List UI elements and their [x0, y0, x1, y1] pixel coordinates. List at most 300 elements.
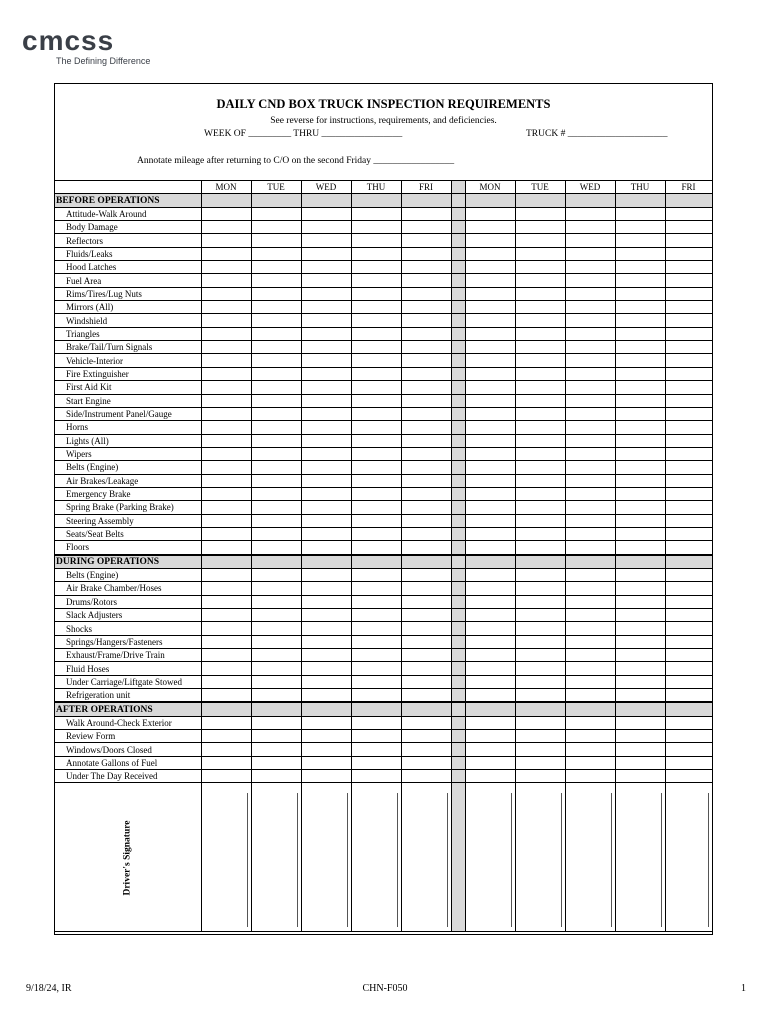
check-cell[interactable]	[251, 716, 301, 729]
check-cell[interactable]	[251, 381, 301, 394]
check-cell[interactable]	[401, 327, 451, 340]
check-cell[interactable]	[665, 354, 712, 367]
check-cell[interactable]	[465, 474, 515, 487]
check-cell[interactable]	[465, 501, 515, 514]
check-cell[interactable]	[401, 541, 451, 555]
check-cell[interactable]	[515, 367, 565, 380]
check-cell[interactable]	[251, 770, 301, 783]
check-cell[interactable]	[251, 487, 301, 500]
check-cell[interactable]	[565, 407, 615, 420]
check-cell[interactable]	[615, 756, 665, 769]
check-cell[interactable]	[401, 730, 451, 743]
check-cell[interactable]	[565, 756, 615, 769]
check-cell[interactable]	[351, 367, 401, 380]
check-cell[interactable]	[615, 730, 665, 743]
check-cell[interactable]	[301, 662, 351, 675]
check-cell[interactable]	[665, 327, 712, 340]
check-cell[interactable]	[565, 234, 615, 247]
check-cell[interactable]	[351, 675, 401, 688]
check-cell[interactable]	[251, 261, 301, 274]
check-cell[interactable]	[665, 568, 712, 581]
check-cell[interactable]	[251, 407, 301, 420]
check-cell[interactable]	[665, 514, 712, 527]
check-cell[interactable]	[351, 261, 401, 274]
check-cell[interactable]	[615, 247, 665, 260]
check-cell[interactable]	[665, 716, 712, 729]
check-cell[interactable]	[565, 675, 615, 688]
check-cell[interactable]	[465, 314, 515, 327]
check-cell[interactable]	[465, 609, 515, 622]
check-cell[interactable]	[251, 514, 301, 527]
check-cell[interactable]	[401, 274, 451, 287]
check-cell[interactable]	[615, 595, 665, 608]
check-cell[interactable]	[351, 394, 401, 407]
check-cell[interactable]	[465, 274, 515, 287]
check-cell[interactable]	[201, 501, 251, 514]
check-cell[interactable]	[401, 675, 451, 688]
check-cell[interactable]	[615, 474, 665, 487]
check-cell[interactable]	[515, 287, 565, 300]
check-cell[interactable]	[401, 221, 451, 234]
check-cell[interactable]	[351, 434, 401, 447]
check-cell[interactable]	[251, 756, 301, 769]
check-cell[interactable]	[465, 527, 515, 540]
check-cell[interactable]	[565, 274, 615, 287]
check-cell[interactable]	[251, 327, 301, 340]
check-cell[interactable]	[301, 247, 351, 260]
check-cell[interactable]	[401, 582, 451, 595]
check-cell[interactable]	[515, 649, 565, 662]
check-cell[interactable]	[615, 635, 665, 648]
check-cell[interactable]	[301, 434, 351, 447]
check-cell[interactable]	[615, 541, 665, 555]
check-cell[interactable]	[515, 221, 565, 234]
check-cell[interactable]	[201, 461, 251, 474]
check-cell[interactable]	[665, 487, 712, 500]
check-cell[interactable]	[615, 487, 665, 500]
check-cell[interactable]	[351, 207, 401, 220]
check-cell[interactable]	[515, 421, 565, 434]
check-cell[interactable]	[351, 501, 401, 514]
check-cell[interactable]	[615, 234, 665, 247]
check-cell[interactable]	[201, 662, 251, 675]
check-cell[interactable]	[251, 354, 301, 367]
check-cell[interactable]	[665, 261, 712, 274]
check-cell[interactable]	[565, 501, 615, 514]
week-of-field[interactable]: WEEK OF _________ THRU _________________	[204, 129, 403, 139]
check-cell[interactable]	[251, 461, 301, 474]
check-cell[interactable]	[515, 609, 565, 622]
check-cell[interactable]	[565, 487, 615, 500]
check-cell[interactable]	[201, 314, 251, 327]
check-cell[interactable]	[515, 341, 565, 354]
check-cell[interactable]	[401, 568, 451, 581]
check-cell[interactable]	[665, 609, 712, 622]
check-cell[interactable]	[201, 474, 251, 487]
check-cell[interactable]	[465, 367, 515, 380]
check-cell[interactable]	[465, 341, 515, 354]
check-cell[interactable]	[351, 421, 401, 434]
check-cell[interactable]	[201, 689, 251, 703]
check-cell[interactable]	[251, 527, 301, 540]
signature-cell[interactable]	[251, 783, 301, 932]
check-cell[interactable]	[465, 770, 515, 783]
check-cell[interactable]	[615, 301, 665, 314]
check-cell[interactable]	[201, 487, 251, 500]
check-cell[interactable]	[465, 234, 515, 247]
signature-cell[interactable]	[301, 783, 351, 932]
check-cell[interactable]	[401, 407, 451, 420]
check-cell[interactable]	[565, 381, 615, 394]
check-cell[interactable]	[351, 595, 401, 608]
check-cell[interactable]	[351, 247, 401, 260]
check-cell[interactable]	[401, 501, 451, 514]
check-cell[interactable]	[401, 770, 451, 783]
signature-cell[interactable]	[515, 783, 565, 932]
check-cell[interactable]	[401, 743, 451, 756]
check-cell[interactable]	[515, 501, 565, 514]
check-cell[interactable]	[301, 582, 351, 595]
check-cell[interactable]	[201, 207, 251, 220]
check-cell[interactable]	[565, 743, 615, 756]
check-cell[interactable]	[565, 447, 615, 460]
check-cell[interactable]	[351, 447, 401, 460]
check-cell[interactable]	[401, 595, 451, 608]
check-cell[interactable]	[515, 234, 565, 247]
check-cell[interactable]	[201, 527, 251, 540]
check-cell[interactable]	[465, 221, 515, 234]
check-cell[interactable]	[515, 770, 565, 783]
signature-cell[interactable]	[201, 783, 251, 932]
check-cell[interactable]	[615, 434, 665, 447]
check-cell[interactable]	[665, 461, 712, 474]
check-cell[interactable]	[665, 662, 712, 675]
check-cell[interactable]	[665, 689, 712, 703]
check-cell[interactable]	[401, 662, 451, 675]
check-cell[interactable]	[465, 407, 515, 420]
check-cell[interactable]	[301, 568, 351, 581]
check-cell[interactable]	[665, 649, 712, 662]
check-cell[interactable]	[401, 261, 451, 274]
check-cell[interactable]	[515, 622, 565, 635]
check-cell[interactable]	[351, 568, 401, 581]
check-cell[interactable]	[301, 514, 351, 527]
check-cell[interactable]	[615, 568, 665, 581]
check-cell[interactable]	[465, 461, 515, 474]
check-cell[interactable]	[401, 234, 451, 247]
check-cell[interactable]	[251, 582, 301, 595]
check-cell[interactable]	[515, 689, 565, 703]
check-cell[interactable]	[665, 434, 712, 447]
check-cell[interactable]	[351, 381, 401, 394]
check-cell[interactable]	[351, 649, 401, 662]
check-cell[interactable]	[251, 447, 301, 460]
check-cell[interactable]	[665, 474, 712, 487]
check-cell[interactable]	[515, 582, 565, 595]
check-cell[interactable]	[615, 394, 665, 407]
check-cell[interactable]	[201, 434, 251, 447]
check-cell[interactable]	[515, 716, 565, 729]
check-cell[interactable]	[351, 461, 401, 474]
check-cell[interactable]	[401, 649, 451, 662]
check-cell[interactable]	[251, 743, 301, 756]
check-cell[interactable]	[301, 675, 351, 688]
check-cell[interactable]	[301, 314, 351, 327]
check-cell[interactable]	[615, 367, 665, 380]
check-cell[interactable]	[665, 367, 712, 380]
check-cell[interactable]	[515, 207, 565, 220]
check-cell[interactable]	[515, 461, 565, 474]
signature-cell[interactable]	[665, 783, 712, 932]
check-cell[interactable]	[615, 207, 665, 220]
check-cell[interactable]	[251, 287, 301, 300]
check-cell[interactable]	[615, 527, 665, 540]
check-cell[interactable]	[201, 582, 251, 595]
check-cell[interactable]	[251, 234, 301, 247]
check-cell[interactable]	[401, 207, 451, 220]
check-cell[interactable]	[565, 207, 615, 220]
check-cell[interactable]	[515, 595, 565, 608]
check-cell[interactable]	[201, 541, 251, 555]
check-cell[interactable]	[351, 287, 401, 300]
check-cell[interactable]	[615, 716, 665, 729]
check-cell[interactable]	[465, 261, 515, 274]
check-cell[interactable]	[351, 234, 401, 247]
check-cell[interactable]	[351, 474, 401, 487]
check-cell[interactable]	[251, 622, 301, 635]
check-cell[interactable]	[515, 474, 565, 487]
check-cell[interactable]	[615, 675, 665, 688]
check-cell[interactable]	[251, 649, 301, 662]
check-cell[interactable]	[515, 514, 565, 527]
check-cell[interactable]	[515, 301, 565, 314]
check-cell[interactable]	[401, 314, 451, 327]
check-cell[interactable]	[251, 274, 301, 287]
signature-cell[interactable]	[351, 783, 401, 932]
check-cell[interactable]	[465, 568, 515, 581]
check-cell[interactable]	[401, 421, 451, 434]
check-cell[interactable]	[351, 541, 401, 555]
check-cell[interactable]	[665, 743, 712, 756]
check-cell[interactable]	[615, 287, 665, 300]
check-cell[interactable]	[465, 689, 515, 703]
check-cell[interactable]	[565, 287, 615, 300]
check-cell[interactable]	[351, 689, 401, 703]
check-cell[interactable]	[615, 381, 665, 394]
check-cell[interactable]	[565, 354, 615, 367]
check-cell[interactable]	[465, 595, 515, 608]
check-cell[interactable]	[465, 247, 515, 260]
check-cell[interactable]	[301, 221, 351, 234]
check-cell[interactable]	[565, 609, 615, 622]
check-cell[interactable]	[201, 221, 251, 234]
check-cell[interactable]	[665, 635, 712, 648]
check-cell[interactable]	[301, 541, 351, 555]
check-cell[interactable]	[515, 407, 565, 420]
check-cell[interactable]	[515, 354, 565, 367]
mileage-field[interactable]: Annotate mileage after returning to C/O on the second Friday _________________	[137, 156, 455, 166]
check-cell[interactable]	[665, 675, 712, 688]
check-cell[interactable]	[301, 501, 351, 514]
check-cell[interactable]	[515, 247, 565, 260]
check-cell[interactable]	[301, 689, 351, 703]
check-cell[interactable]	[615, 461, 665, 474]
check-cell[interactable]	[351, 221, 401, 234]
check-cell[interactable]	[401, 635, 451, 648]
check-cell[interactable]	[465, 421, 515, 434]
check-cell[interactable]	[465, 354, 515, 367]
check-cell[interactable]	[301, 595, 351, 608]
check-cell[interactable]	[401, 434, 451, 447]
check-cell[interactable]	[351, 770, 401, 783]
check-cell[interactable]	[251, 434, 301, 447]
check-cell[interactable]	[515, 730, 565, 743]
check-cell[interactable]	[665, 447, 712, 460]
check-cell[interactable]	[615, 770, 665, 783]
check-cell[interactable]	[401, 301, 451, 314]
check-cell[interactable]	[565, 689, 615, 703]
check-cell[interactable]	[351, 341, 401, 354]
check-cell[interactable]	[465, 662, 515, 675]
check-cell[interactable]	[251, 421, 301, 434]
signature-cell[interactable]	[615, 783, 665, 932]
check-cell[interactable]	[201, 407, 251, 420]
check-cell[interactable]	[301, 354, 351, 367]
check-cell[interactable]	[301, 234, 351, 247]
check-cell[interactable]	[251, 341, 301, 354]
check-cell[interactable]	[351, 662, 401, 675]
check-cell[interactable]	[301, 609, 351, 622]
check-cell[interactable]	[565, 367, 615, 380]
check-cell[interactable]	[515, 756, 565, 769]
check-cell[interactable]	[615, 447, 665, 460]
check-cell[interactable]	[665, 622, 712, 635]
check-cell[interactable]	[201, 234, 251, 247]
check-cell[interactable]	[515, 743, 565, 756]
check-cell[interactable]	[615, 689, 665, 703]
check-cell[interactable]	[251, 301, 301, 314]
check-cell[interactable]	[465, 743, 515, 756]
check-cell[interactable]	[301, 261, 351, 274]
check-cell[interactable]	[301, 407, 351, 420]
check-cell[interactable]	[565, 568, 615, 581]
check-cell[interactable]	[565, 434, 615, 447]
check-cell[interactable]	[615, 261, 665, 274]
truck-number-field[interactable]: TRUCK # _____________________	[526, 129, 668, 139]
check-cell[interactable]	[565, 314, 615, 327]
check-cell[interactable]	[565, 341, 615, 354]
check-cell[interactable]	[615, 407, 665, 420]
check-cell[interactable]	[665, 301, 712, 314]
check-cell[interactable]	[351, 407, 401, 420]
check-cell[interactable]	[665, 501, 712, 514]
check-cell[interactable]	[565, 421, 615, 434]
check-cell[interactable]	[465, 541, 515, 555]
check-cell[interactable]	[401, 341, 451, 354]
check-cell[interactable]	[565, 649, 615, 662]
check-cell[interactable]	[301, 527, 351, 540]
check-cell[interactable]	[401, 716, 451, 729]
check-cell[interactable]	[515, 327, 565, 340]
check-cell[interactable]	[665, 274, 712, 287]
check-cell[interactable]	[351, 622, 401, 635]
check-cell[interactable]	[301, 341, 351, 354]
check-cell[interactable]	[301, 447, 351, 460]
check-cell[interactable]	[201, 327, 251, 340]
check-cell[interactable]	[351, 527, 401, 540]
check-cell[interactable]	[251, 314, 301, 327]
check-cell[interactable]	[515, 434, 565, 447]
check-cell[interactable]	[301, 461, 351, 474]
check-cell[interactable]	[201, 568, 251, 581]
check-cell[interactable]	[251, 541, 301, 555]
check-cell[interactable]	[515, 261, 565, 274]
check-cell[interactable]	[201, 261, 251, 274]
check-cell[interactable]	[665, 770, 712, 783]
check-cell[interactable]	[615, 314, 665, 327]
check-cell[interactable]	[201, 716, 251, 729]
check-cell[interactable]	[665, 407, 712, 420]
check-cell[interactable]	[465, 622, 515, 635]
check-cell[interactable]	[251, 595, 301, 608]
check-cell[interactable]	[351, 582, 401, 595]
check-cell[interactable]	[201, 447, 251, 460]
check-cell[interactable]	[465, 716, 515, 729]
check-cell[interactable]	[401, 622, 451, 635]
check-cell[interactable]	[301, 649, 351, 662]
check-cell[interactable]	[251, 568, 301, 581]
check-cell[interactable]	[665, 341, 712, 354]
check-cell[interactable]	[515, 568, 565, 581]
check-cell[interactable]	[515, 635, 565, 648]
signature-cell[interactable]	[465, 783, 515, 932]
check-cell[interactable]	[565, 514, 615, 527]
check-cell[interactable]	[351, 730, 401, 743]
check-cell[interactable]	[401, 247, 451, 260]
check-cell[interactable]	[401, 487, 451, 500]
check-cell[interactable]	[465, 582, 515, 595]
check-cell[interactable]	[615, 421, 665, 434]
check-cell[interactable]	[301, 730, 351, 743]
check-cell[interactable]	[465, 649, 515, 662]
check-cell[interactable]	[465, 635, 515, 648]
check-cell[interactable]	[615, 622, 665, 635]
check-cell[interactable]	[201, 421, 251, 434]
check-cell[interactable]	[665, 582, 712, 595]
signature-cell[interactable]	[565, 783, 615, 932]
check-cell[interactable]	[301, 716, 351, 729]
check-cell[interactable]	[515, 527, 565, 540]
check-cell[interactable]	[201, 301, 251, 314]
check-cell[interactable]	[615, 221, 665, 234]
check-cell[interactable]	[665, 541, 712, 555]
check-cell[interactable]	[565, 301, 615, 314]
check-cell[interactable]	[201, 341, 251, 354]
check-cell[interactable]	[565, 635, 615, 648]
check-cell[interactable]	[515, 487, 565, 500]
check-cell[interactable]	[565, 394, 615, 407]
check-cell[interactable]	[565, 582, 615, 595]
check-cell[interactable]	[201, 622, 251, 635]
check-cell[interactable]	[201, 394, 251, 407]
check-cell[interactable]	[201, 675, 251, 688]
check-cell[interactable]	[251, 367, 301, 380]
check-cell[interactable]	[465, 287, 515, 300]
check-cell[interactable]	[401, 689, 451, 703]
check-cell[interactable]	[665, 421, 712, 434]
check-cell[interactable]	[351, 756, 401, 769]
check-cell[interactable]	[301, 622, 351, 635]
